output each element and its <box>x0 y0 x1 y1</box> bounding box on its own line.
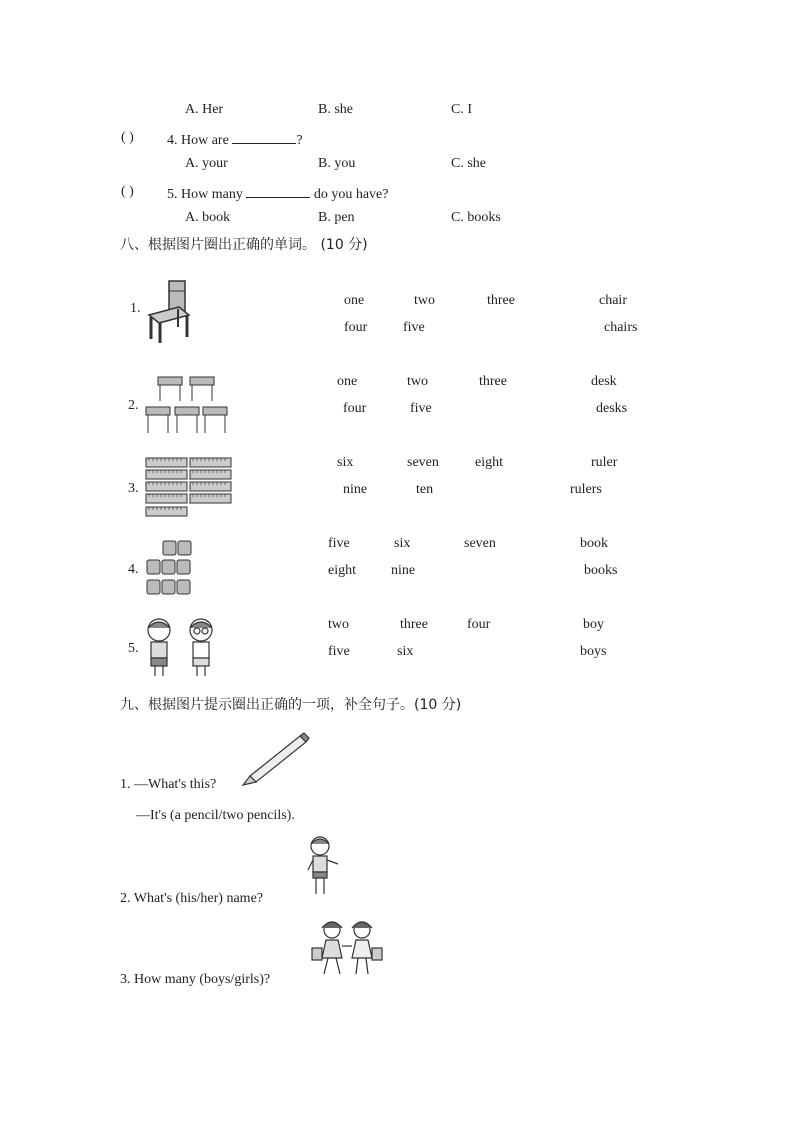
item4-word-plural[interactable]: books <box>584 563 618 578</box>
item5-word-singular[interactable]: boy <box>583 617 604 632</box>
item2-word-singular[interactable]: desk <box>591 374 617 389</box>
q5-blank[interactable] <box>246 185 310 198</box>
q4-option-a: A. your <box>185 156 228 171</box>
q4-stem <box>167 131 303 148</box>
books-icon <box>145 539 195 597</box>
item5-number: 5. <box>128 641 139 656</box>
item2-word-plural[interactable]: desks <box>596 401 628 416</box>
boys-icon <box>143 616 219 680</box>
s9-q1-question: 1. —What's this? <box>120 777 217 792</box>
q5-stem-text: 5. How many <box>167 187 243 202</box>
item3-word-plural[interactable]: rulers <box>570 482 602 497</box>
option-b: B. she <box>318 102 353 117</box>
item3-word-ten[interactable]: ten <box>416 482 434 497</box>
item5-word-four[interactable]: four <box>467 617 491 632</box>
q5-stem <box>167 185 388 202</box>
item5-word-two[interactable]: two <box>328 617 349 632</box>
item2-word-five[interactable]: five <box>410 401 432 416</box>
desks-icon <box>145 375 229 435</box>
item4-word-nine[interactable]: nine <box>391 563 416 578</box>
section9-title: 九、根据图片提示圈出正确的一项，补全句子。(10 分) <box>120 697 462 713</box>
option-a: A. Her <box>185 102 224 117</box>
q4-blank[interactable] <box>232 131 296 144</box>
item4-word-eight[interactable]: eight <box>328 563 356 578</box>
q4-option-c: C. she <box>451 156 486 171</box>
q4-answer-paren[interactable]: ( ) <box>121 130 134 145</box>
s9-q3[interactable]: 3. How many (boys/girls)? <box>120 972 271 987</box>
item1-word-plural[interactable]: chairs <box>604 320 638 335</box>
item4-word-seven[interactable]: seven <box>464 536 496 551</box>
item3-number: 3. <box>128 481 139 496</box>
q5-option-a: A. book <box>185 210 231 225</box>
item4-number: 4. <box>128 562 139 577</box>
boy-icon <box>304 834 342 898</box>
item1-word-two[interactable]: two <box>414 293 435 308</box>
item5-word-six[interactable]: six <box>397 644 414 659</box>
girls-icon <box>306 918 388 978</box>
item2-number: 2. <box>128 398 139 413</box>
item3-word-singular[interactable]: ruler <box>591 455 618 470</box>
s9-q2[interactable]: 2. What's (his/her) name? <box>120 891 263 906</box>
item2-word-three[interactable]: three <box>479 374 507 389</box>
item1-number: 1. <box>130 301 141 316</box>
q4-stem-end: ? <box>296 133 303 148</box>
q5-option-b: B. pen <box>318 210 355 225</box>
item3-word-seven[interactable]: seven <box>407 455 439 470</box>
q5-stem-end: do you have? <box>313 187 389 202</box>
item4-word-five[interactable]: five <box>328 536 350 551</box>
item4-word-singular[interactable]: book <box>580 536 608 551</box>
q5-option-c: C. books <box>451 210 501 225</box>
item4-word-six[interactable]: six <box>394 536 411 551</box>
q4-option-b: B. you <box>318 156 356 171</box>
rulers-icon <box>145 456 233 520</box>
item2-word-two[interactable]: two <box>407 374 428 389</box>
q4-stem-text: 4. How are <box>167 133 229 148</box>
item2-word-four[interactable]: four <box>343 401 367 416</box>
item3-word-six[interactable]: six <box>337 455 354 470</box>
chair-icon <box>145 277 193 345</box>
q5-answer-paren[interactable]: ( ) <box>121 184 134 199</box>
item1-word-five[interactable]: five <box>403 320 425 335</box>
item5-word-five[interactable]: five <box>328 644 350 659</box>
item1-word-one[interactable]: one <box>344 293 365 308</box>
item5-word-three[interactable]: three <box>400 617 428 632</box>
section8-title: 八、根据图片圈出正确的单词。 (10 分) <box>120 237 368 253</box>
item3-word-eight[interactable]: eight <box>475 455 503 470</box>
s9-q1-answer[interactable]: —It's (a pencil/two pencils). <box>136 808 295 823</box>
option-c: C. I <box>451 102 472 117</box>
item5-word-plural[interactable]: boys <box>580 644 607 659</box>
pencil-icon <box>240 730 312 786</box>
item1-word-four[interactable]: four <box>344 320 368 335</box>
item1-word-singular[interactable]: chair <box>599 293 627 308</box>
item1-word-three[interactable]: three <box>487 293 515 308</box>
item3-word-nine[interactable]: nine <box>343 482 368 497</box>
item2-word-one[interactable]: one <box>337 374 358 389</box>
